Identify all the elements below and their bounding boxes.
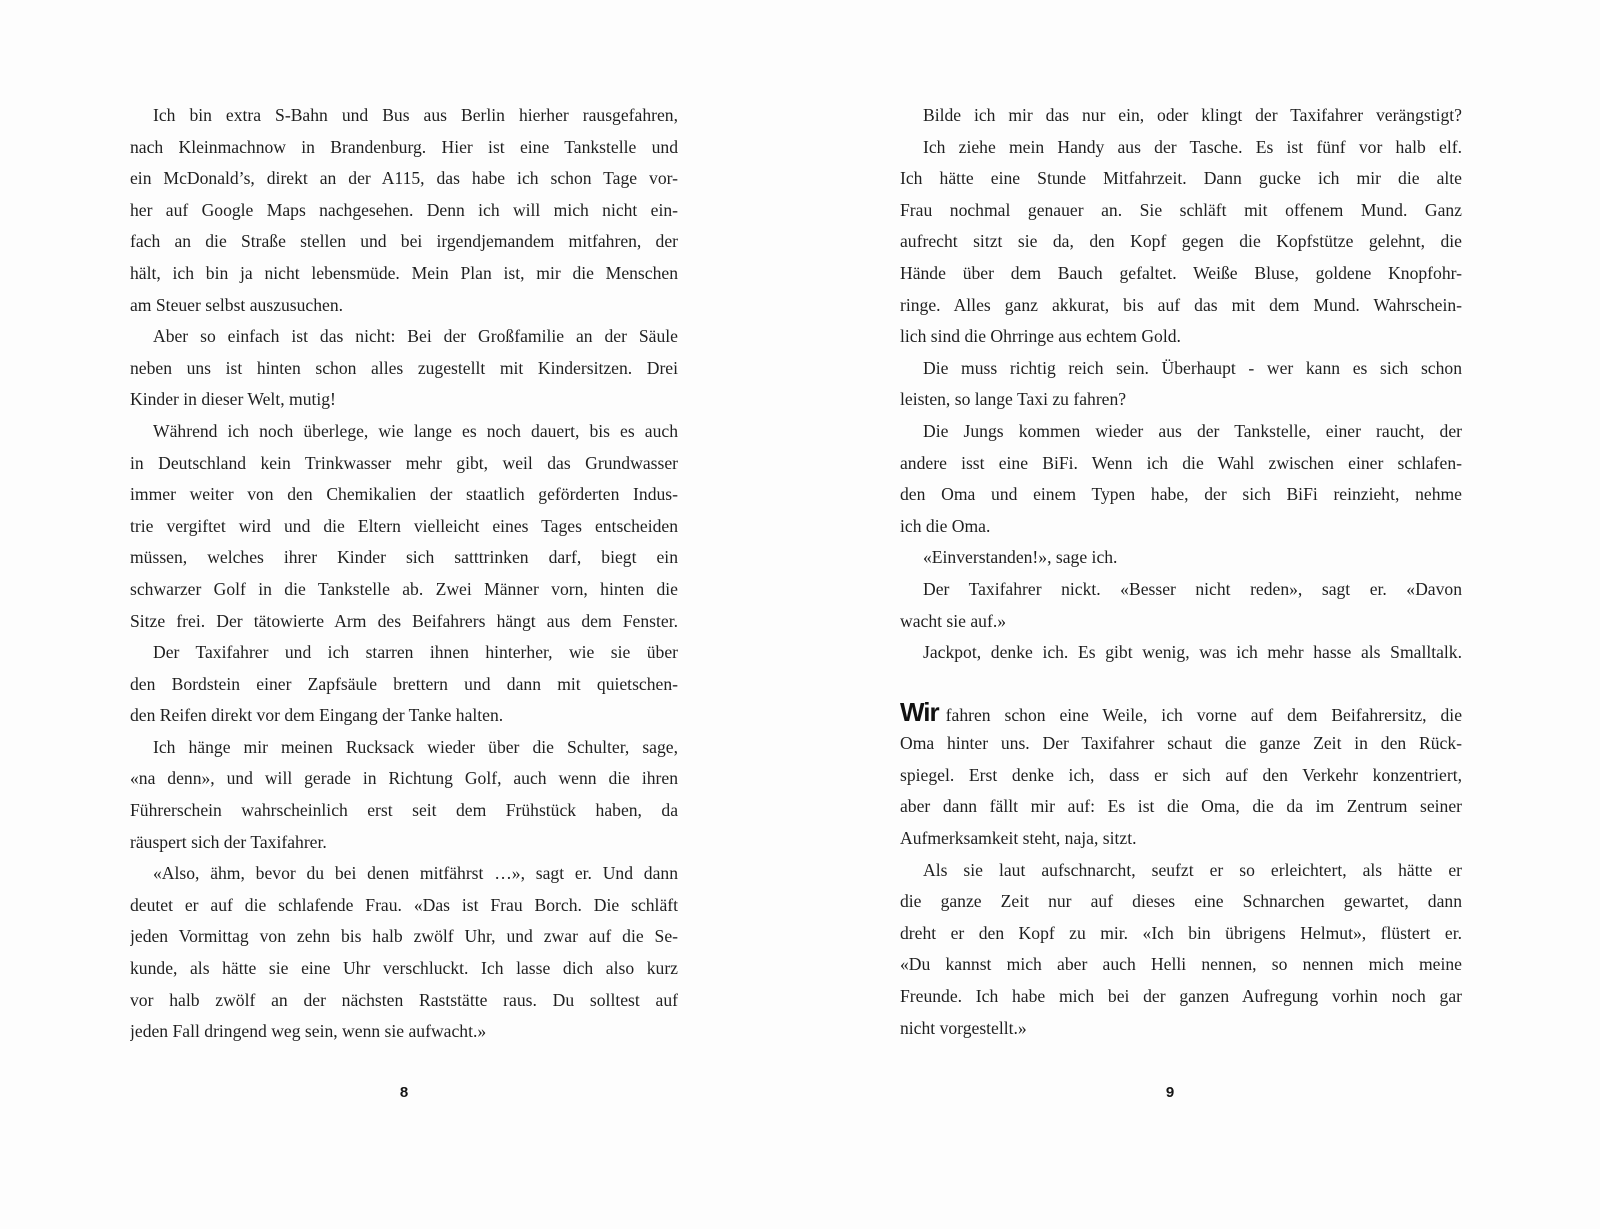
paragraph xyxy=(900,353,1462,416)
text-line: «Einverstanden!», sage ich. xyxy=(923,547,1118,568)
page-left xyxy=(130,100,678,1101)
paragraph xyxy=(130,858,678,1048)
paragraph xyxy=(130,100,678,321)
paragraph xyxy=(130,416,678,637)
section-opener: Wir xyxy=(900,696,939,727)
text-line: Jackpot, denke ich. Es gibt wenig, was ich mehr hasse als Smalltalk. xyxy=(923,642,1462,663)
text-line: trie vergiftet wird und die Eltern vielleicht eines Tages entscheiden xyxy=(130,515,678,536)
text-line: Frau nochmal genauer an. Sie schläft mit offenem Mund. Ganz xyxy=(900,199,1462,220)
text-line: wacht sie auf.» xyxy=(900,610,1007,631)
text-line: «na denn», und will gerade in Richtung Golf, auch wenn die ihren xyxy=(130,768,678,789)
text-line: nicht vorgestellt.» xyxy=(900,1017,1027,1038)
text-line: andere isst eine BiFi. Wenn ich die Wahl zwischen einer schlafen- xyxy=(900,452,1462,473)
text-line: Wir fahren schon eine Weile, ich vorne auf dem Beifahrersitz, die xyxy=(900,696,1462,727)
text-line: Oma hinter uns. Der Taxifahrer schaut die ganze Zeit in den Rück- xyxy=(900,733,1462,754)
text-line: Aufmerksamkeit steht, naja, sitzt. xyxy=(900,828,1137,849)
text-line: Sitze frei. Der tätowierte Arm des Beifahrers hängt aus dem Fenster. xyxy=(130,610,678,631)
text-line: Freunde. Ich habe mich bei der ganzen Aufregung vorhin noch gar xyxy=(900,986,1462,1007)
text-line: spiegel. Erst denke ich, dass er sich auf den Verkehr konzentriert, xyxy=(900,764,1462,785)
text-line: jeden Vormittag von zehn bis halb zwölf Uhr, und zwar auf die Se- xyxy=(130,926,678,947)
paragraph xyxy=(900,416,1462,542)
paragraph xyxy=(900,542,1462,574)
text-line: aufrecht sitzt sie da, den Kopf gegen die Kopfstütze gelehnt, die xyxy=(900,231,1462,252)
text-line: in Deutschland kein Trinkwasser mehr gibt, weil das Grundwasser xyxy=(130,452,678,473)
text-line: den Reifen direkt vor dem Eingang der Tanke halten. xyxy=(130,705,504,726)
text-line: Als sie laut aufschnarcht, seufzt er so erleichtert, als hätte er xyxy=(923,859,1462,880)
page-left-text xyxy=(130,100,678,1048)
text-line: her auf Google Maps nachgesehen. Denn ich will mich nicht ein- xyxy=(130,199,678,220)
text-line: müssen, welches ihrer Kinder sich satttrinken darf, biegt ein xyxy=(130,547,678,568)
text-line: neben uns ist hinten schon alles zugestellt mit Kindersitzen. Drei xyxy=(130,357,678,378)
paragraph xyxy=(900,100,1462,132)
paragraph xyxy=(130,321,678,416)
text-line: jeden Fall dringend weg sein, wenn sie aufwacht.» xyxy=(130,1021,487,1042)
page-number-right: 9 xyxy=(1165,1084,1175,1101)
paragraph xyxy=(130,637,678,732)
paragraph xyxy=(130,732,678,858)
text-line: Ich ziehe mein Handy aus der Tasche. Es ist fünf vor halb elf. xyxy=(923,136,1462,157)
text-line: Hände über dem Bauch gefaltet. Weiße Bluse, goldene Knopfohr- xyxy=(900,262,1462,283)
text-line: deutet er auf die schlafende Frau. «Das ist Frau Borch. Die schläft xyxy=(130,894,678,915)
text-line: immer weiter von den Chemikalien der staatlich geförderten Indus- xyxy=(130,484,678,505)
text-line: die ganze Zeit nur auf dieses eine Schnarchen gewartet, dann xyxy=(900,891,1462,912)
text-line: schwarzer Golf in die Tankstelle ab. Zwei Männer vorn, hinten die xyxy=(130,578,678,599)
paragraph xyxy=(900,855,1462,1045)
text-line: Die Jungs kommen wieder aus der Tankstelle, einer raucht, der xyxy=(923,420,1462,441)
text-line: den Oma und einem Typen habe, der sich BiFi reinzieht, nehme xyxy=(900,484,1462,505)
page-right xyxy=(900,100,1462,1101)
paragraph xyxy=(900,637,1462,669)
text-line: kunde, als hätte sie eine Uhr verschluckt. Ich lasse dich also kurz xyxy=(130,958,678,979)
page-number-left: 8 xyxy=(399,1084,409,1101)
text-line: räuspert sich der Taxifahrer. xyxy=(130,831,327,852)
text-line: Führerschein wahrscheinlich erst seit dem Frühstück haben, da xyxy=(130,800,678,821)
text-line: Der Taxifahrer und ich starren ihnen hinterher, wie sie über xyxy=(153,642,678,663)
text-line: Ich bin extra S-Bahn und Bus aus Berlin hierher rausgefahren, xyxy=(153,105,678,125)
text-line: «Also, ähm, bevor du bei denen mitfährst …», sagt er. Und dann xyxy=(153,863,678,884)
text-line: ein McDonald’s, direkt an der A115, das habe ich schon Tage vor- xyxy=(130,168,678,189)
text-line: dreht er den Kopf zu mir. «Ich bin übrigens Helmut», flüstert er. xyxy=(900,922,1462,943)
text-line: Kinder in dieser Welt, mutig! xyxy=(130,389,336,410)
text-line: ringe. Alles ganz akkurat, bis auf das mit dem Mund. Wahrschein- xyxy=(900,294,1462,315)
paragraph xyxy=(900,697,1462,855)
text-line: ich die Oma. xyxy=(900,515,991,536)
text-line: Ich hänge mir meinen Rucksack wieder über die Schulter, sage, xyxy=(153,736,678,757)
page-right-text xyxy=(900,100,1462,1044)
text-line: den Bordstein einer Zapfsäule brettern und dann mit quietschen- xyxy=(130,673,678,694)
text-line: Der Taxifahrer nickt. «Besser nicht reden», sagt er. «Davon xyxy=(923,578,1462,599)
text-line: am Steuer selbst auszusuchen. xyxy=(130,294,344,315)
text-line: leisten, so lange Taxi zu fahren? xyxy=(900,389,1127,410)
paragraph xyxy=(900,132,1462,353)
text-line: Bilde ich mir das nur ein, oder klingt der Taxifahrer verängstigt? xyxy=(923,105,1462,125)
text-line: Während ich noch überlege, wie lange es noch dauert, bis es auch xyxy=(153,420,678,441)
text-line: aber dann fällt mir auf: Es ist die Oma, die da im Zentrum seiner xyxy=(900,796,1462,817)
text-line: nach Kleinmachnow in Brandenburg. Hier ist eine Tankstelle und xyxy=(130,136,678,157)
text-line: Ich hätte eine Stunde Mitfahrzeit. Dann gucke ich mir die alte xyxy=(900,168,1462,189)
text-line: fach an die Straße stellen und bei irgendjemandem mitfahren, der xyxy=(130,231,678,252)
text-line: Die muss richtig reich sein. Überhaupt - wer kann es sich schon xyxy=(923,357,1462,378)
paragraph xyxy=(900,574,1462,637)
text-line: vor halb zwölf an der nächsten Raststätte raus. Du solltest auf xyxy=(130,989,678,1010)
text-line: lich sind die Ohrringe aus echtem Gold. xyxy=(900,326,1181,347)
text-line: hält, ich bin ja nicht lebensmüde. Mein Plan ist, mir die Menschen xyxy=(130,262,678,283)
text-line: «Du kannst mich aber auch Helli nennen, so nennen mich meine xyxy=(900,954,1462,975)
text-line: Aber so einfach ist das nicht: Bei der Großfamilie an der Säule xyxy=(153,326,678,347)
